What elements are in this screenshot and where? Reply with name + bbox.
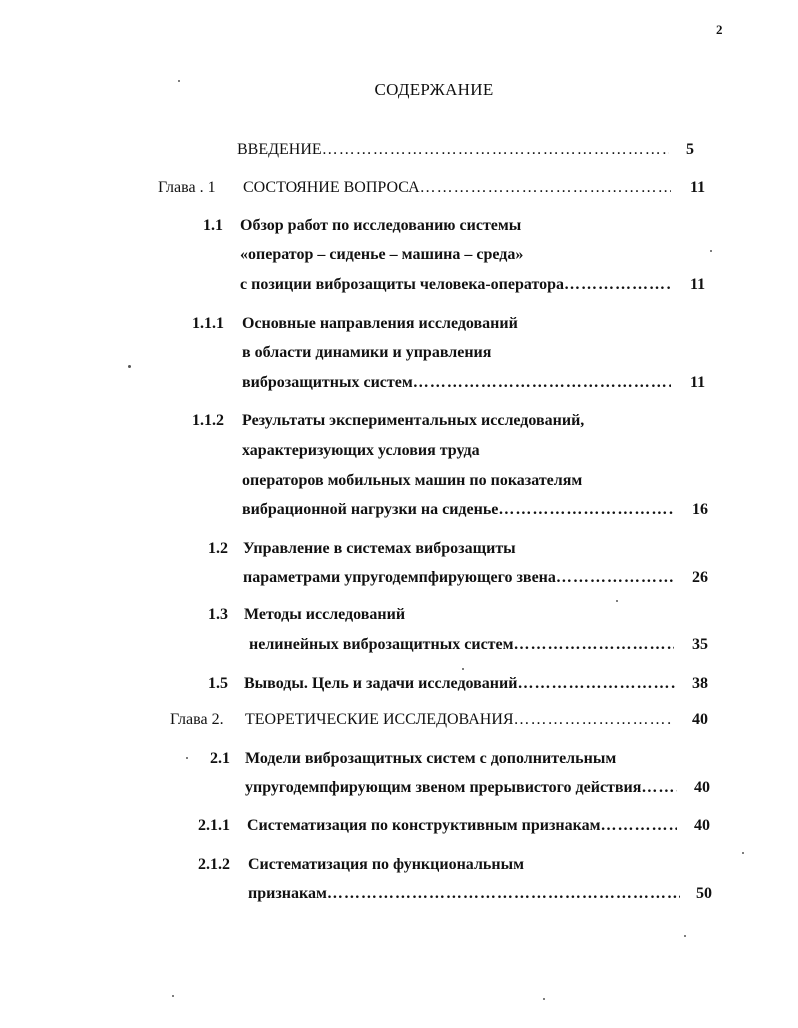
toc-title: СОДЕРЖАНИЕ — [374, 80, 494, 99]
toc-line-leader — [249, 636, 674, 654]
toc-page-number: 5 — [686, 141, 694, 158]
leader-dots — [514, 711, 673, 729]
toc-page-number: 40 — [694, 779, 710, 796]
toc-entry-line: характеризующих условия труда — [242, 442, 480, 459]
toc-entry-title: СОСТОЯНИЕ ВОПРОСА — [243, 179, 420, 196]
toc-entry-line: Модели виброзащитных систем с дополнительным — [245, 750, 617, 767]
toc-entry-line: признакам — [248, 885, 327, 902]
leader-dots — [641, 779, 677, 797]
toc-entry-number: 2.1.2 — [198, 856, 230, 873]
toc-entry-line: операторов мобильных машин по показателям — [242, 472, 583, 489]
toc-line-leader — [245, 779, 677, 797]
toc-entry-number: Глава . 1 — [158, 179, 216, 196]
leader-dots — [556, 569, 673, 587]
toc-entry-line: параметрами упругодемпфирующего звена — [243, 569, 556, 586]
toc-entry-line: Систематизация по конструктивным признакам — [247, 817, 601, 834]
toc-line-leader — [240, 276, 671, 294]
scan-speck — [710, 250, 712, 252]
leader-dots — [498, 501, 673, 519]
toc-entry-title: ВВЕДЕНИЕ — [237, 141, 322, 158]
toc-page-number: 11 — [690, 374, 706, 391]
toc-entry-line: Результаты экспериментальных исследований, — [242, 412, 585, 429]
toc-entry-number: 1.1 — [203, 217, 223, 234]
toc-entry-line: Методы исследований — [244, 606, 406, 623]
toc-entry-line: упругодемпфирующим звеном прерывистого действия — [245, 779, 642, 796]
scan-speck — [178, 80, 180, 82]
toc-entry-line: в области динамики и управления — [242, 344, 492, 361]
toc-entry-number: 2.1 — [210, 750, 230, 767]
toc-entry-number: 1.5 — [208, 675, 228, 692]
toc-entry-line: вибрационной нагрузки на сиденье — [242, 501, 499, 518]
leader-dots — [322, 141, 669, 159]
toc-page-number: 11 — [690, 276, 706, 293]
leader-dots — [327, 885, 680, 903]
toc-entry-number: Глава 2. — [170, 711, 224, 728]
toc-page-number: 11 — [690, 179, 706, 196]
toc-entry-number: 1.2 — [208, 540, 228, 557]
toc-page-number: 50 — [696, 885, 712, 902]
toc-line-leader — [242, 501, 673, 519]
toc-line-leader — [247, 817, 677, 835]
toc-entry-line: с позиции виброзащиты человека-оператора — [240, 276, 564, 293]
toc-line-leader — [248, 885, 680, 903]
scan-speck — [172, 995, 174, 997]
toc-entry-line: Выводы. Цель и задачи исследований — [244, 675, 518, 692]
toc-entry-line: виброзащитных систем — [242, 374, 413, 391]
page-number: 2 — [716, 22, 723, 37]
toc-line-leader — [244, 675, 675, 693]
leader-dots — [517, 675, 675, 693]
toc-line-leader — [242, 374, 671, 392]
toc-entry-line: «оператор – сиденье – машина – среда» — [240, 246, 524, 263]
toc-entry-line: Обзор работ по исследованию системы — [240, 217, 522, 234]
scan-speck — [543, 998, 545, 1000]
toc-page-number: 38 — [692, 675, 708, 692]
toc-entry-number: 1.1.2 — [192, 412, 224, 429]
leader-dots — [514, 636, 674, 654]
scan-speck — [742, 852, 744, 854]
toc-entry-line: Основные направления исследований — [242, 315, 518, 332]
toc-entry-number: 1.3 — [208, 606, 228, 623]
leader-dots — [420, 179, 671, 197]
leader-dots — [601, 817, 677, 835]
toc-entry-number: 2.1.1 — [198, 817, 230, 834]
toc-line-leader — [245, 711, 673, 729]
toc-entry-line: нелинейных виброзащитных систем — [249, 636, 514, 653]
scan-speck — [616, 600, 618, 602]
toc-line-leader — [237, 141, 669, 159]
toc-line-leader — [243, 569, 673, 587]
toc-page-number: 40 — [694, 817, 710, 834]
toc-page-number: 35 — [692, 636, 708, 653]
toc-entry-line: Управление в системах виброзащиты — [243, 540, 516, 557]
scan-speck — [684, 935, 686, 937]
toc-entry-number: 1.1.1 — [192, 315, 224, 332]
scan-speck — [462, 668, 464, 670]
leader-dots — [413, 374, 671, 392]
toc-entry-line: Систематизация по функциональным — [248, 856, 524, 873]
scan-speck — [128, 365, 131, 368]
scan-speck — [186, 757, 188, 759]
toc-page-number: 26 — [692, 569, 708, 586]
toc-page-number: 16 — [692, 501, 708, 518]
toc-page-number: 40 — [692, 711, 708, 728]
toc-entry-line: ТЕОРЕТИЧЕСКИЕ ИССЛЕДОВАНИЯ — [245, 711, 514, 728]
toc-line-leader — [243, 179, 671, 197]
leader-dots — [564, 276, 671, 294]
